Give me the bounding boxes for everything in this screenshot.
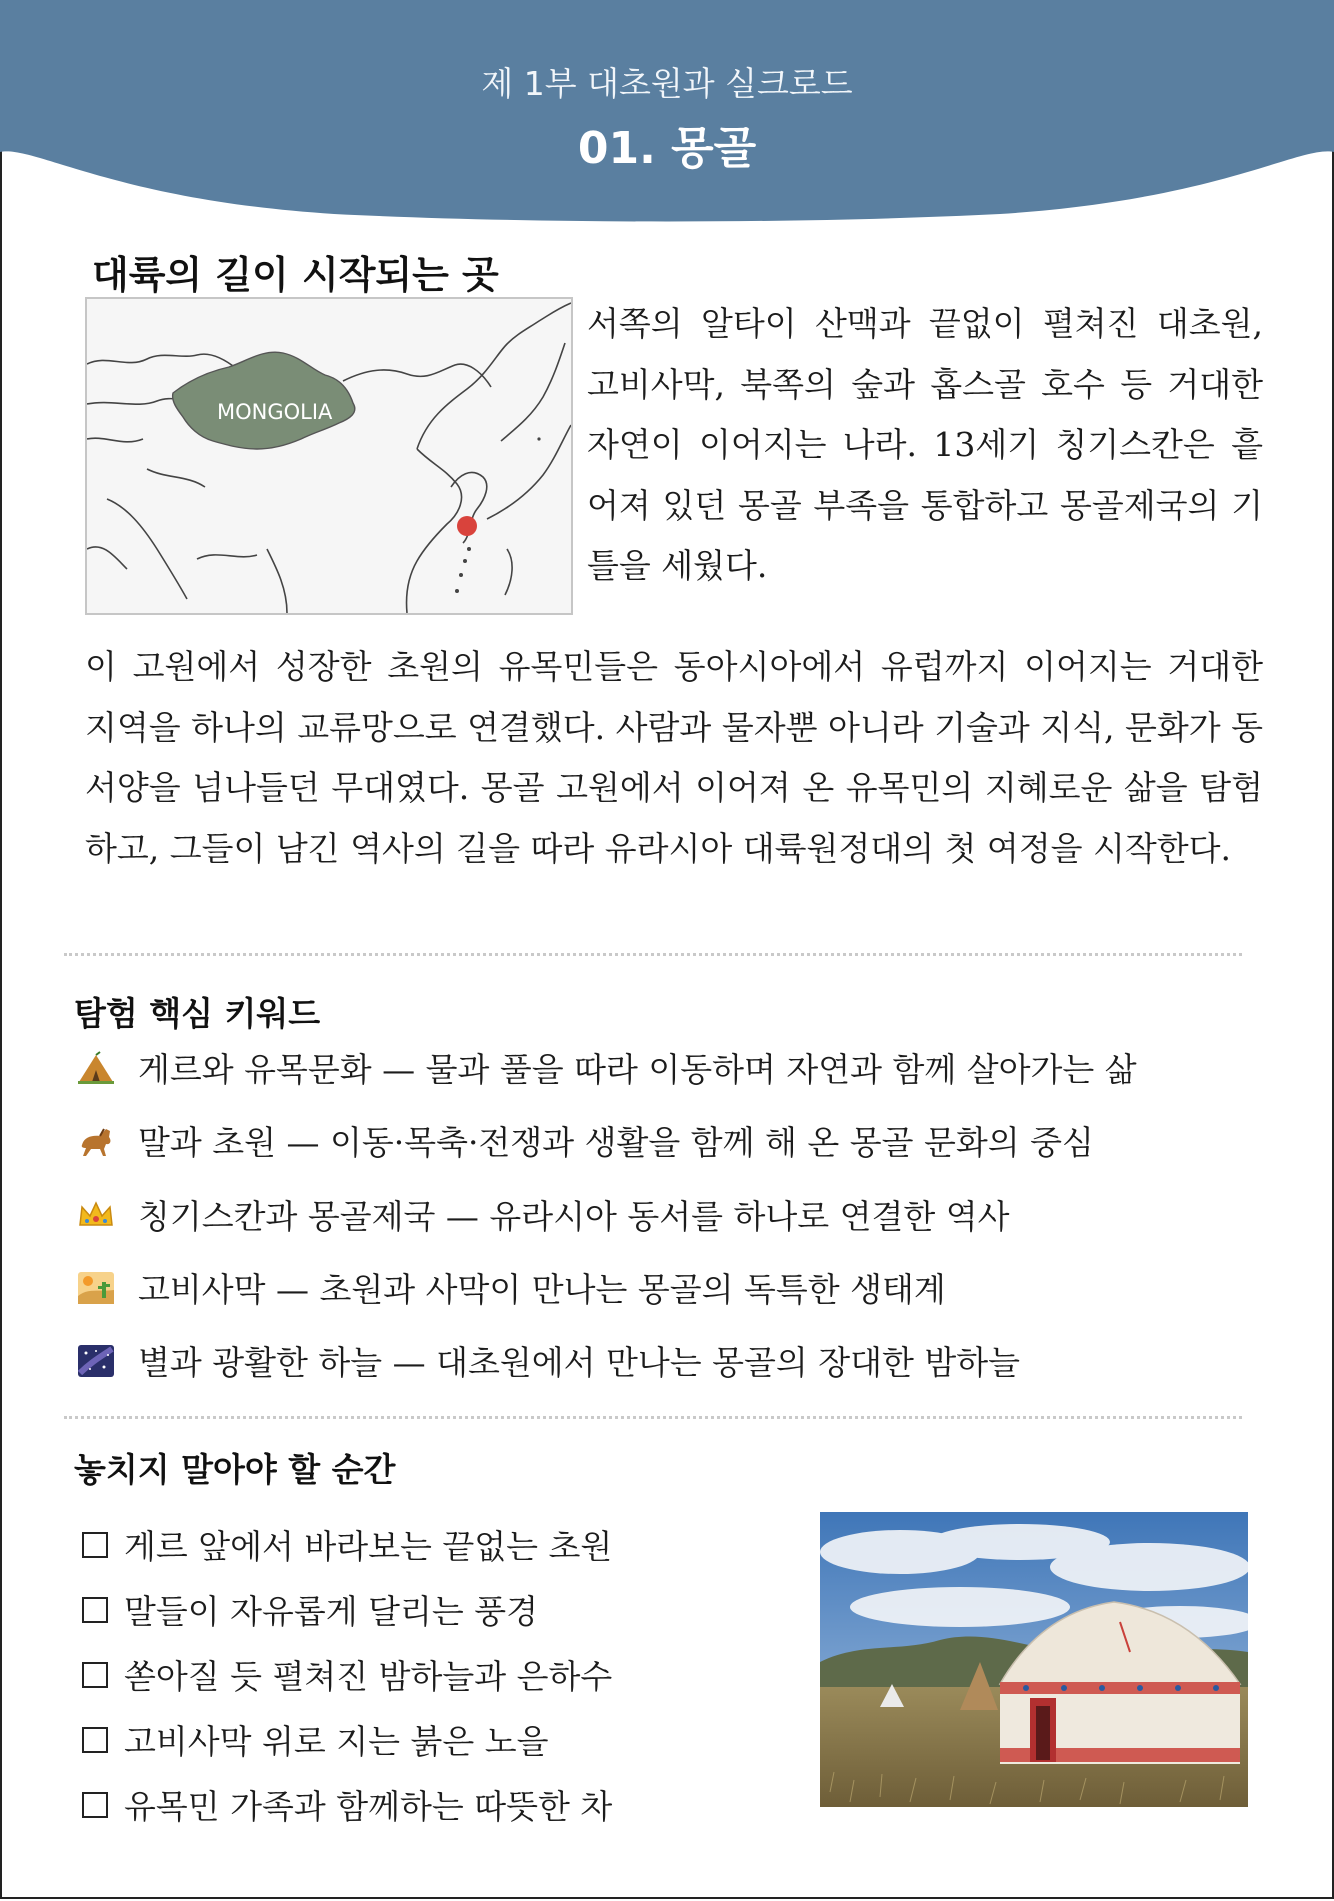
intro-paragraph-right: 서쪽의 알타이 산맥과 끝없이 펼쳐진 대초원, 고비사막, 북쪽의 숲과 홉스골 호수 등 거대한 자연이 이어지는 나라. 13세기 칭기스칸은 흩어져 있던 몽골 부족을 통합하고 몽골제국의 기틀을 세웠다.: [587, 304, 1263, 585]
keyword-text: 게르와 유목문화 — 물과 풀을 따라 이동하며 자연과 함께 살아가는 삶: [138, 1050, 1137, 1089]
crown-icon: [74, 1197, 118, 1237]
checklist-text: 쏟아질 듯 펼쳐진 밤하늘과 은하수: [124, 1657, 613, 1696]
checklist-item: [82, 1772, 612, 1837]
header-band: [0, 0, 1334, 222]
keywords-heading: 탐험 핵심 키워드: [74, 994, 321, 1033]
checklist-item: [82, 1512, 612, 1577]
checklist-item: [82, 1577, 612, 1642]
moments-checklist: [82, 1512, 612, 1837]
checklist-text: 유목민 가족과 함께하는 따뜻한 차: [124, 1787, 613, 1826]
keyword-item: [74, 1270, 1137, 1343]
checklist-text: 말들이 자유롭게 달리는 풍경: [124, 1592, 539, 1631]
keyword-item: [74, 1343, 1137, 1416]
dotted-divider: [64, 1416, 1242, 1419]
checkbox[interactable]: [82, 1727, 108, 1753]
keyword-text: 고비사막 — 초원과 사막이 만나는 몽골의 독특한 생태계: [138, 1269, 946, 1309]
checklist-text: 고비사막 위로 지는 붉은 노을: [124, 1722, 549, 1761]
moments-heading: 놓치지 말아야 할 순간: [74, 1450, 396, 1489]
keyword-text: 칭기스칸과 몽골제국 — 유라시아 동서를 하나로 연결한 역사: [138, 1196, 1010, 1236]
checkbox[interactable]: [82, 1662, 108, 1688]
chapter-header: [0, 0, 1334, 222]
keyword-item: [74, 1197, 1137, 1270]
location-marker-icon: [457, 516, 477, 536]
map-country-label: MONGOLIA: [217, 400, 333, 424]
keyword-list: [74, 1050, 1137, 1416]
keyword-text: 별과 광활한 하늘 — 대초원에서 만나는 몽골의 장대한 밤하늘: [138, 1343, 1020, 1383]
dotted-divider: [64, 953, 1242, 956]
checklist-text: 게르 앞에서 바라보는 끝없는 초원: [124, 1527, 613, 1566]
intro-paragraph: 이 고원에서 성장한 초원의 유목민들은 동아시아에서 유럽까지 이어지는 거대한 지역을 하나의 교류망으로 연결했다. 사람과 물자뿐 아니라 기술과 지식, 문화가 동서양을 넘나들던 무대였다. 몽골 고원에서 이어져 온 유목민의 지혜로운 삶을 탐험하고, 그들이 남긴 역사의 길을 따라 유라시아 대륙원정대의 첫 여정을 시작한다.: [85, 647, 1263, 868]
keyword-text: 말과 초원 — 이동·목축·전쟁과 생활을 함께 해 온 몽골 문화의 중심: [138, 1123, 1094, 1163]
desert-icon: [74, 1270, 118, 1310]
checkbox[interactable]: [82, 1792, 108, 1818]
checkbox[interactable]: [82, 1532, 108, 1558]
chapter-title: 01. 몽골: [577, 123, 757, 174]
region-map: [85, 297, 573, 615]
checkbox[interactable]: [82, 1597, 108, 1623]
night-sky-icon: [74, 1343, 118, 1383]
tent-icon: [74, 1050, 118, 1090]
checklist-item: [82, 1707, 612, 1772]
checklist-item: [82, 1642, 612, 1707]
ger-photo: [820, 1512, 1248, 1807]
map-graphic: [87, 299, 571, 613]
section-heading: 대륙의 길이 시작되는 곳: [92, 253, 499, 297]
keyword-item: [74, 1123, 1137, 1196]
keyword-item: [74, 1050, 1137, 1123]
part-subtitle: 제 1부 대초원과 실크로드: [481, 64, 853, 103]
horse-icon: [74, 1123, 118, 1163]
